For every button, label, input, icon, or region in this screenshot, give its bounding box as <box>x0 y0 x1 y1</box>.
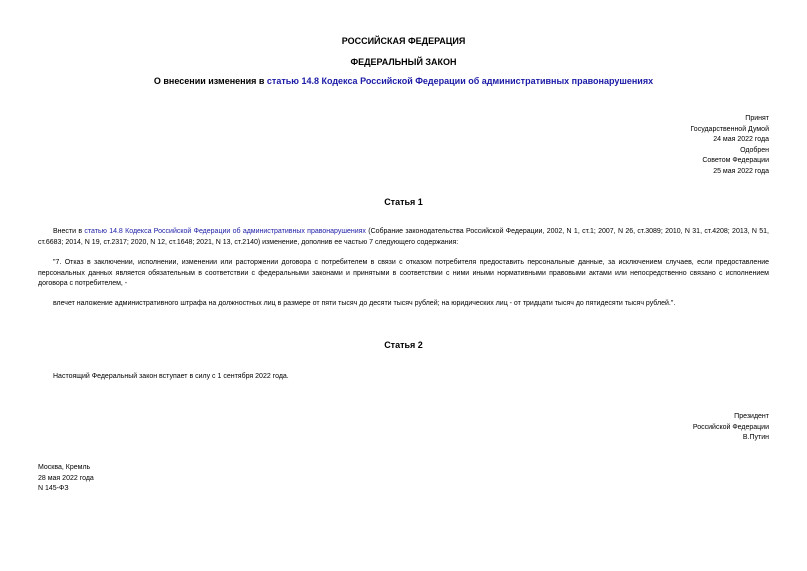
article2-text: Настоящий Федеральный закон вступает в силу с 1 сентября 2022 года. <box>53 373 289 380</box>
article1-part7: "7. Отказ в заключении, исполнении, изменении или расторжении договора с потребителем в связи с отказом потребителя предоставить персональные данные, за исключением случаев, если предоставление персональных данных является обязательным в соответствии с федеральными законами и принятыми в соответствии с ними иными нормативными правовыми актами или непосредственно связано с исполнением договора с потребителем, - <box>38 259 769 287</box>
law-title-prefix: О внесении изменения в <box>153 76 267 86</box>
article1-intro-link[interactable]: статью 14.8 Кодекса Российской Федерации об административных правонарушениях <box>84 228 366 235</box>
country-heading: РОССИЙСКАЯ ФЕДЕРАЦИЯ <box>341 36 466 46</box>
adopted-label: Принят <box>745 115 769 122</box>
law-title-link[interactable]: статью 14.8 Кодекса Российской Федерации об административных правонарушениях <box>266 76 654 86</box>
adopted-date: 24 мая 2022 года <box>713 136 769 143</box>
article1-penalty: влечет наложение административного штрафа на должностных лиц в размере от пяти тысяч до десяти тысяч рублей; на юридических лиц - от тридцати тысяч до пятидесяти тысяч рублей.". <box>53 300 676 307</box>
approved-label: Одобрен <box>740 146 769 154</box>
doc-type-heading: ФЕДЕРАЛЬНЫЙ ЗАКОН <box>350 57 457 67</box>
footer-place: Москва, Кремль <box>38 464 91 471</box>
signature-title-2: Российской Федерации <box>692 423 769 431</box>
article1-heading: Статья 1 <box>384 197 423 207</box>
signature-title: Президент <box>734 413 769 420</box>
adopted-by: Государственной Думой <box>690 125 769 133</box>
law-title <box>0 76 807 86</box>
approved-date: 25 мая 2022 года <box>713 167 769 175</box>
article1-intro-rest: (Собрание законодательства Российской Федерации, 2002, N 1, ст.1; 2007, N 26, ст.3089; 2010, N 31, ст.4208; 2013, N 51, ст.6683; 2014, N 19, ст.2317; 2020, N 12, ст.1648; 2021, N 13, ст.2140) изменение, дополнив ее частью 7 следующего содержания: <box>38 228 769 246</box>
article2-heading: Статья 2 <box>384 340 423 350</box>
approved-by: Советом Федерации <box>702 157 769 164</box>
footer-date: 28 мая 2022 года <box>38 474 94 482</box>
signature-block <box>693 412 769 444</box>
article1-intro <box>38 227 769 248</box>
article1-intro-prefix: Внести в <box>53 228 85 235</box>
adoption-block <box>690 114 769 177</box>
footer-block <box>38 463 94 495</box>
footer-number: N 145-ФЗ <box>38 485 69 492</box>
signature-name: В.Путин <box>742 434 769 441</box>
